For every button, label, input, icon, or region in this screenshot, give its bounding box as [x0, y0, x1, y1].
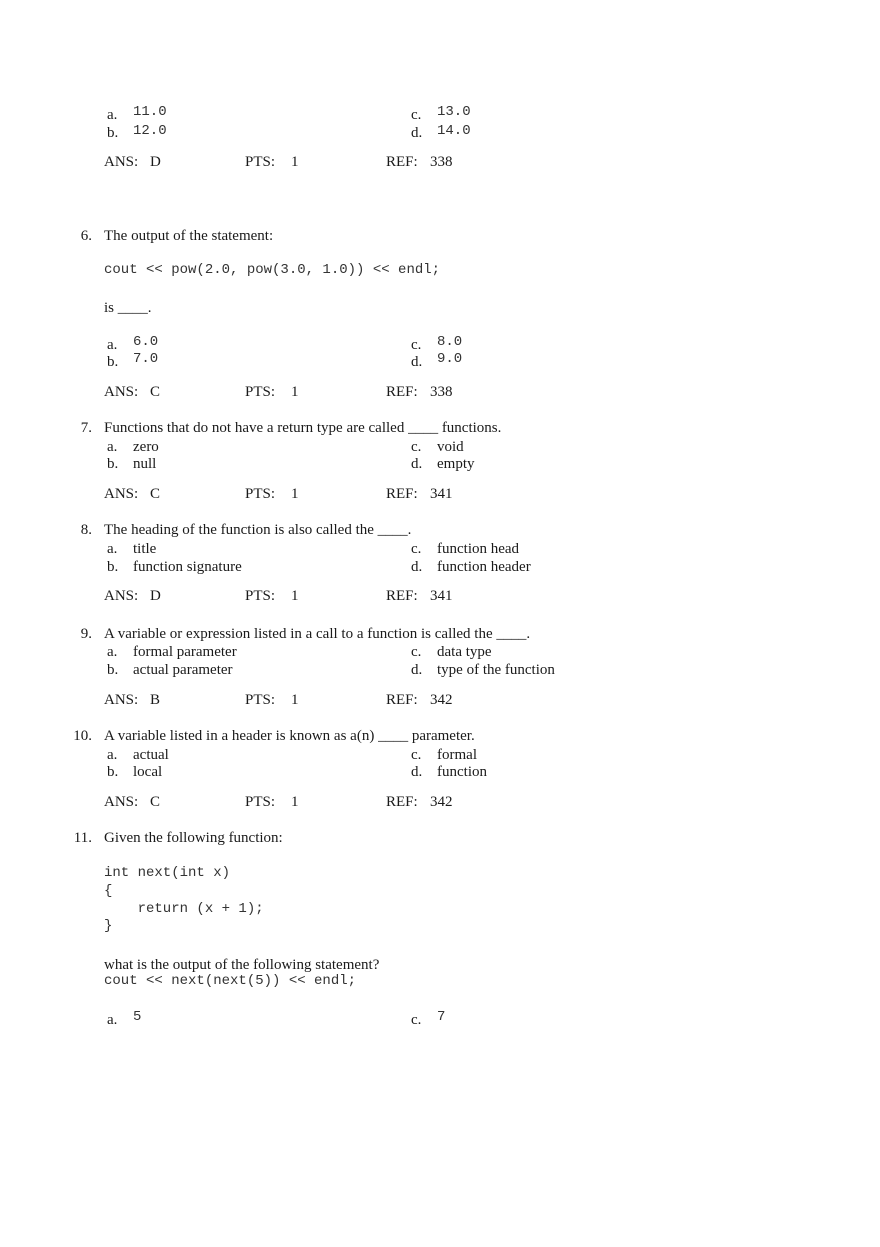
code-line: int next(int x)	[104, 865, 231, 881]
option-letter: a.	[107, 337, 118, 353]
option-letter: c.	[411, 644, 422, 660]
question-text: A variable listed in a header is known as a(n) ____ parameter.	[104, 728, 475, 744]
option-a: 6.0	[133, 334, 159, 350]
ref-value: 342	[430, 794, 453, 810]
ans-label: ANS:	[104, 794, 139, 810]
pts-label: PTS:	[245, 794, 276, 810]
ref-value: 342	[430, 692, 453, 708]
option-c: function head	[437, 541, 520, 557]
option-letter: d.	[411, 662, 423, 678]
ref-label: REF:	[386, 588, 418, 604]
code-line: {	[104, 883, 113, 899]
option-letter: a.	[107, 439, 118, 455]
option-d: 14.0	[437, 123, 471, 139]
pts-label: PTS:	[245, 588, 276, 604]
pts-label: PTS:	[245, 486, 276, 502]
option-letter: d.	[411, 456, 423, 472]
ans-value: B	[150, 692, 161, 708]
option-c: 8.0	[437, 334, 463, 350]
code-line: return (x + 1);	[104, 901, 264, 917]
pts-value: 1	[291, 692, 299, 708]
question-number: 10.	[73, 728, 92, 744]
question-text: The heading of the function is also called the ____.	[104, 522, 412, 538]
option-letter: b.	[107, 662, 119, 678]
option-letter: a.	[107, 747, 118, 763]
question-prompt: is ____.	[104, 300, 152, 316]
option-b: local	[133, 764, 163, 780]
pts-value: 1	[291, 154, 299, 170]
option-letter: c.	[411, 541, 422, 557]
option-letter: d.	[411, 559, 423, 575]
ans-label: ANS:	[104, 154, 139, 170]
option-letter: a.	[107, 644, 118, 660]
option-a: formal parameter	[133, 644, 237, 660]
ans-value: D	[150, 154, 161, 170]
option-letter: d.	[411, 125, 423, 141]
option-letter: d.	[411, 354, 423, 370]
option-letter: c.	[411, 337, 422, 353]
pts-value: 1	[291, 384, 299, 400]
option-a: 11.0	[133, 104, 167, 120]
ref-value: 341	[430, 486, 453, 502]
code-statement: cout << next(next(5)) << endl;	[104, 973, 357, 989]
question-text: Functions that do not have a return type are called ____ functions.	[104, 420, 502, 436]
option-c: data type	[437, 644, 492, 660]
ans-label: ANS:	[104, 384, 139, 400]
ans-value: C	[150, 486, 161, 502]
option-b: actual parameter	[133, 662, 233, 678]
option-c: formal	[437, 747, 477, 763]
ref-value: 338	[430, 384, 453, 400]
option-b: null	[133, 456, 157, 472]
option-d: empty	[437, 456, 475, 472]
option-b: 7.0	[133, 351, 159, 367]
option-a: actual	[133, 747, 169, 763]
pts-label: PTS:	[245, 384, 276, 400]
question-number: 8.	[80, 522, 92, 538]
option-letter: d.	[411, 764, 423, 780]
ans-label: ANS:	[104, 588, 139, 604]
pts-value: 1	[291, 794, 299, 810]
ref-label: REF:	[386, 154, 418, 170]
code-line: }	[104, 918, 113, 934]
question-number: 11.	[73, 830, 92, 846]
option-c: 13.0	[437, 104, 471, 120]
ans-value: C	[150, 384, 161, 400]
pts-label: PTS:	[245, 692, 276, 708]
option-d: 9.0	[437, 351, 463, 367]
option-letter: a.	[107, 1012, 118, 1028]
option-a: zero	[133, 439, 159, 455]
pts-value: 1	[291, 588, 299, 604]
ref-value: 338	[430, 154, 453, 170]
question-followup: what is the output of the following statement?	[104, 957, 380, 973]
option-c: void	[437, 439, 464, 455]
option-d: function header	[437, 559, 531, 575]
option-a: 5	[133, 1009, 142, 1025]
code-statement: cout << pow(2.0, pow(3.0, 1.0)) << endl;	[104, 262, 441, 278]
question-text: A variable or expression listed in a call to a function is called the ____.	[104, 626, 531, 642]
question-number: 9.	[80, 626, 92, 642]
option-letter: a.	[107, 107, 118, 123]
question-number: 6.	[80, 228, 92, 244]
ref-label: REF:	[386, 486, 418, 502]
option-letter: b.	[107, 764, 119, 780]
pts-label: PTS:	[245, 154, 276, 170]
ans-label: ANS:	[104, 692, 139, 708]
ref-value: 341	[430, 588, 453, 604]
question-text: The output of the statement:	[104, 228, 274, 244]
pts-value: 1	[291, 486, 299, 502]
option-b: function signature	[133, 559, 242, 575]
option-letter: b.	[107, 456, 119, 472]
ans-label: ANS:	[104, 486, 139, 502]
option-b: 12.0	[133, 123, 167, 139]
option-letter: c.	[411, 107, 422, 123]
ref-label: REF:	[386, 794, 418, 810]
ref-label: REF:	[386, 692, 418, 708]
ans-value: D	[150, 588, 161, 604]
option-letter: c.	[411, 1012, 422, 1028]
option-letter: b.	[107, 559, 119, 575]
ans-value: C	[150, 794, 161, 810]
option-letter: b.	[107, 354, 119, 370]
option-letter: a.	[107, 541, 118, 557]
option-letter: c.	[411, 747, 422, 763]
option-d: function	[437, 764, 487, 780]
option-letter: b.	[107, 125, 119, 141]
option-a: title	[133, 541, 157, 557]
option-d: type of the function	[437, 662, 555, 678]
question-number: 7.	[80, 420, 92, 436]
ref-label: REF:	[386, 384, 418, 400]
option-letter: c.	[411, 439, 422, 455]
question-text: Given the following function:	[104, 830, 283, 846]
option-c: 7	[437, 1009, 446, 1025]
